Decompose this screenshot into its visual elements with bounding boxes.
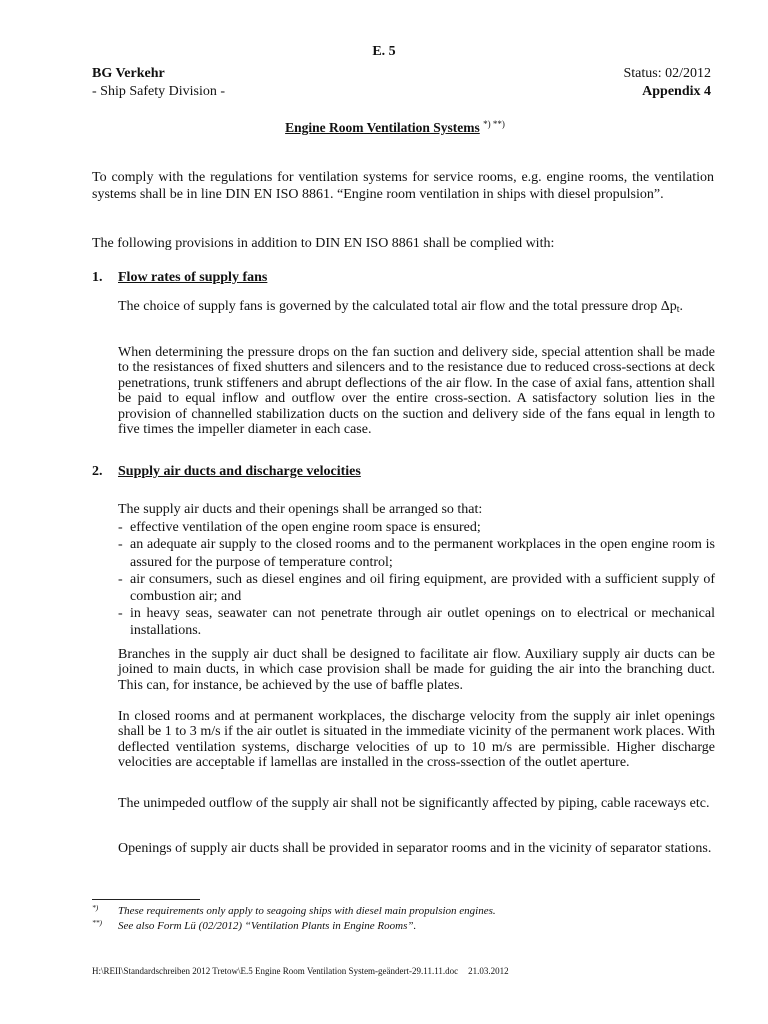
- footnote-2-text: See also Form Lü (02/2012) “Ventilation Plants in Engine Rooms”.: [118, 920, 417, 932]
- page-footer: [92, 966, 509, 976]
- list-item: [118, 536, 715, 570]
- list-marker: -: [118, 571, 123, 587]
- list-item-text: in heavy seas, seawater can not penetrate through air outlet openings on to electrical or mechanical installations.: [130, 606, 715, 639]
- list-item-text: air consumers, such as diesel engines and oil firing equipment, are provided with a sufficient supply of combustion air; and: [130, 571, 715, 605]
- supply-duct-requirements: [118, 501, 715, 640]
- openings-paragraph: Openings of supply air ducts shall be provided in separator rooms and in the vicinity of separator stations.: [118, 841, 712, 856]
- section-1-number: 1.: [92, 270, 103, 285]
- list-marker: -: [118, 537, 123, 553]
- document-number: E. 5: [372, 44, 396, 59]
- section-2-heading: [92, 464, 361, 480]
- footer-file-path: H:\REII\Standardschreiben 2012 Tretow\E.5 Engine Room Ventilation System-geändert-29.11.11.doc: [92, 966, 459, 976]
- pressure-drop-end: .: [679, 299, 683, 314]
- section-2-number: 2.: [92, 464, 103, 479]
- footer-date: 21.03.2012: [468, 966, 509, 976]
- appendix-label: Appendix 4: [642, 84, 711, 99]
- pressure-drop-subscript: t: [676, 304, 680, 315]
- page-title: [0, 119, 768, 136]
- footnote-1-text: These requirements only apply to seagoing ships with diesel main propulsion engines.: [118, 905, 496, 917]
- list-item-text: an adequate air supply to the closed rooms and to the permanent workplaces in the open engine room is assured for the purpose of temperature control;: [130, 537, 715, 570]
- provisions-paragraph: The following provisions in addition to DIN EN ISO 8861 shall be complied with:: [92, 236, 555, 251]
- requirements-lead: The supply air ducts and their openings shall be arranged so that:: [118, 502, 483, 517]
- list-item: [118, 605, 715, 639]
- discharge-velocity-paragraph: In closed rooms and at permanent workplaces, the discharge velocity from the supply air inlet openings shall be 1 to 3 m/s if the air outlet is situated in the immediate vicinity of the permanent work places. With deflected ventilation systems, discharge velocities of up to 10 m/s are permissible. Higher discharge velocities are acceptable if lamellas are installed in the cross-ssection of the outlet aperture.: [118, 709, 715, 771]
- section-1-heading: [92, 270, 267, 286]
- list-item: [118, 519, 715, 536]
- division-name: - Ship Safety Division -: [92, 84, 225, 99]
- footnote-2-mark: **): [92, 918, 102, 927]
- section-1-paragraph-1: [118, 299, 715, 317]
- organization-name: BG Verkehr: [92, 66, 165, 81]
- footnote-1: [92, 903, 496, 917]
- pressure-drop-text: The choice of supply fans is governed by the calculated total air flow and the total pressure drop Δp: [118, 299, 677, 314]
- requirements-list: [118, 519, 715, 639]
- outflow-paragraph: The unimpeded outflow of the supply air shall not be significantly affected by piping, cable raceways etc.: [118, 796, 710, 811]
- list-item: [118, 571, 715, 605]
- branches-paragraph: Branches in the supply air duct shall be designed to facilitate air flow. Auxiliary supply air ducts can be joined to main ducts, in which case provision shall be made for guiding the air into the branching duct. This can, for instance, be achieved by the use of baffle plates.: [118, 647, 715, 693]
- footnote-1-mark: *): [92, 903, 99, 912]
- list-item-text: effective ventilation of the open engine room space is ensured;: [130, 520, 481, 536]
- section-2-title: Supply air ducts and discharge velocities: [118, 464, 361, 479]
- list-marker: -: [118, 520, 123, 536]
- footnote-2: [92, 918, 416, 932]
- title-text: Engine Room Ventilation Systems: [285, 120, 480, 135]
- status-label: Status: 02/2012: [623, 66, 711, 81]
- title-footnote-marks: *) **): [483, 119, 505, 129]
- footnote-divider: [92, 899, 200, 900]
- list-marker: -: [118, 606, 123, 622]
- section-1-paragraph-2: When determining the pressure drops on the fan suction and delivery side, special attention shall be made to the resistances of fixed shutters and silencers and to the resistance due to reduced cross-sections at deck penetrations, trunk stiffeners and abrupt deflections of the air flow. In the case of axial fans, attention shall be paid to equal inflow and outflow over the entire cross-section. A satisfactory solution lies in the provision of channelled stabilization ducts on the suction and delivery side of the fans equal in length to five times the impeller diameter in each case.: [118, 345, 715, 438]
- section-1-title: Flow rates of supply fans: [118, 270, 268, 285]
- intro-paragraph: To comply with the regulations for ventilation systems for service rooms, e.g. engine rooms, the ventilation systems shall be in line DIN EN ISO 8861. “Engine room ventilation in ships with diesel propulsion”.: [92, 170, 714, 202]
